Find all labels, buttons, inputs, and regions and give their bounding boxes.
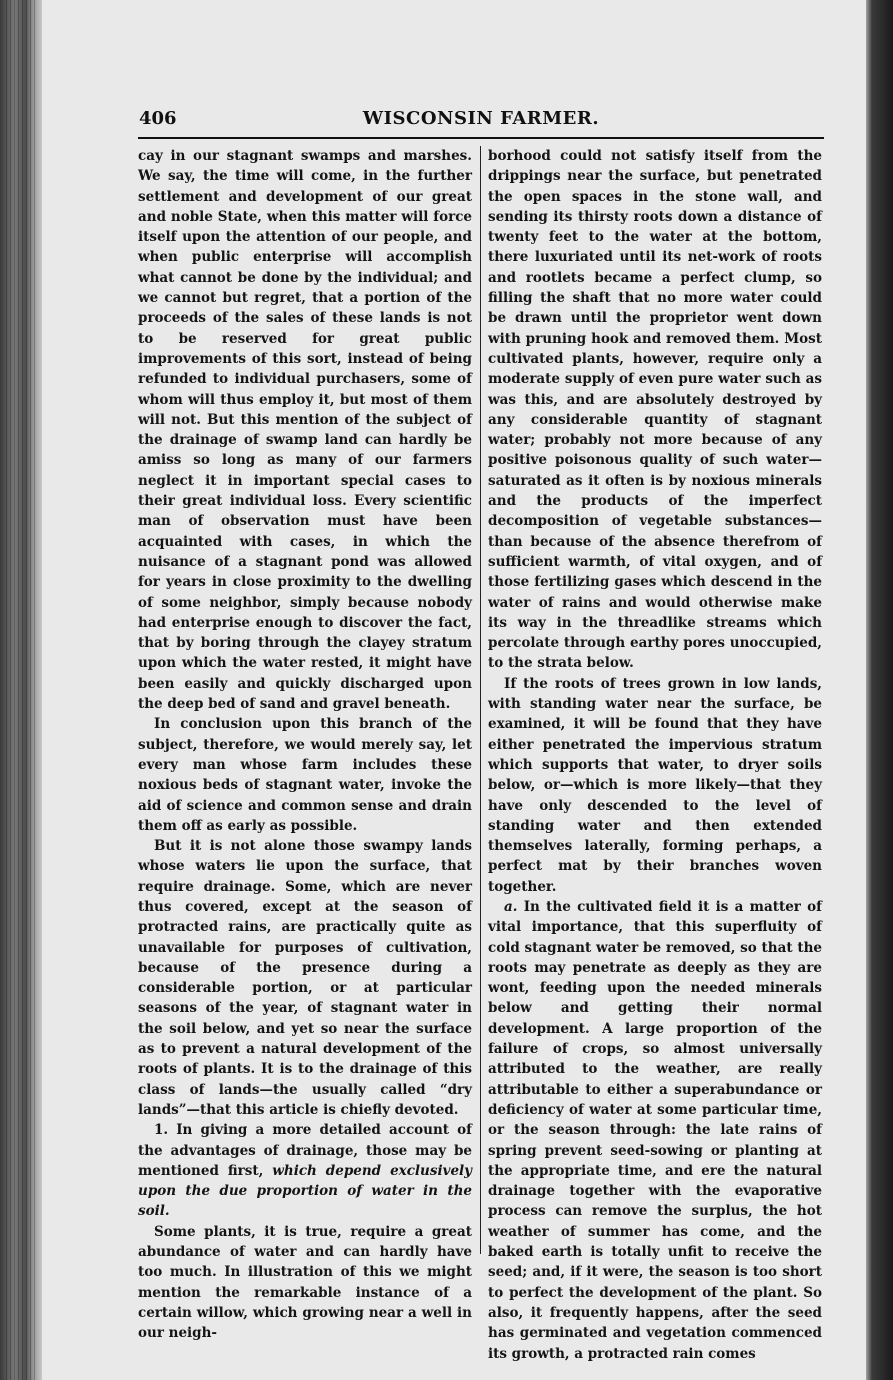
paragraph-text: 1. In giving a more detailed account of the advantages of drainage, those may be mentioned first, [138,1122,472,1179]
document-page [42,0,866,1380]
paragraph-text: In the cultivated field it is a matter of vital importance, that this superfluity of cold stagnant water be removed, so that the roots may penetrate as deeply as they are wont, feeding upon the needed minerals below and getting their normal development. A large proportion of the failure of crops, so almost universally attributed to the weather, are really attributable to either a superabundance or deficiency of water at some particular time, or the season through: the late rains of spring prevent seed-sowing or planting at the appropriate time, and ere the natural drainage together with the evaporative process can remove the surplus, the hot weather of summer has come, and the baked earth is totally unfit to receive the seed; and, if it were, the season is too short to perfect the development of the plant. So also, it frequently happens, after the seed has germinated and vegetation commenced its growth, a protracted rain comes [488,898,822,1362]
page-edge-shadow [863,0,893,1380]
paragraph: In conclusion upon this branch of the subject, therefore, we would merely say, let every man whose farm includes these noxious beds of stagnant water, invoke the aid of science and common sense and drain them off as early as possible. [138,716,472,834]
paragraph: If the roots of trees grown in low lands, with standing water near the surface, be examined, it will be found that they have either penetrated the impervious stratum which supports that water, to dryer soils below, or—which is more likely—that they have only descended to the level of standing water and then extended themselves laterally, forming perhaps, a perfect mat by their branches woven together. [488,675,822,895]
left-column [138,146,472,1344]
column-divider [480,146,481,1254]
paragraph: But it is not alone those swampy lands whose waters lie upon the surface, that require drainage. Some, which are never thus covered, except at the season of protracted rains, are practically quite as unavailable for purposes of cultivation, because of the presence during a considerable portion, or at particular seasons of the year, of stagnant water in the soil below, and yet so near the surface as to prevent a natural development of the roots of plants. It is to the drainage of this class of lands—the usually called “dry lands”—that this article is chiefly devoted. [138,838,472,1118]
right-column [488,146,822,1364]
book-binding [0,0,42,1380]
paragraph: borhood could not satisfy itself from the drippings near the surface, but penetrated the open spaces in the stone wall, and sending its thirsty roots down a distance of twenty feet to the water at the bottom, there luxuriated until its net-work of roots and rootlets became a perfect clump, so filling the shaft that no more water could be drawn until the proprietor went down with pruning hook and removed them. Most cultivated plants, however, require only a moderate supply of even pure water such as was this, and are absolutely destroyed by any considerable quantity of stagnant water; probably not more because of any positive poisonous quality of such water—saturated as it often is by noxious minerals and the products of the imperfect decomposition of vegetable substances—than because of the absence therefrom of sufficient warmth, of vital oxygen, and of those fertilizing gases which descend in the water of rains and would otherwise make its way in the threadlike streams which percolate through earthy pores unoccupied, to the strata below. [488,148,822,672]
page-number: 406 [139,108,177,129]
paragraph: cay in our stagnant swamps and marshes. We say, the time will come, in the further settlement and development of our great and noble State, when this matter will force itself upon the attention of our people, and when public enterprise will accomplish what cannot be done by the individual; and we cannot but regret, that a portion of the proceeds of the sales of these lands is not to be reserved for great public improvements of this sort, instead of being refunded to individual purchasers, some of whom will thus employ it, but most of them will not. But this mention of the subject of the drainage of swamp land can hardly be amiss so long as many of our farmers neglect it in important special cases to their great individual loss. Every scientific man of observation must have been acquainted with cases, in which the nuisance of a stagnant pond was allowed for years in close proximity to the dwelling of some neighbor, simply because nobody had enterprise enough to discover the fact, that by boring through the clayey stratum upon which the water rested, it might have been easily and quickly discharged upon the deep bed of sand and gravel beneath. [138,148,472,713]
page-header [139,108,823,138]
binding-texture [6,0,36,1380]
paragraph [488,897,822,1364]
header-rule [138,137,824,139]
running-head: WISCONSIN FARMER. [362,108,600,129]
section-label: a. [504,898,518,915]
paragraph [138,1120,472,1221]
paragraph: Some plants, it is true, require a great abundance of water and can hardly have too much. In illustration of this we might mention the remarkable instance of a certain willow, which growing near a well in our neigh- [138,1223,472,1342]
italic-phrase: which depend exclusively upon the due proportion of water in the soil. [138,1162,473,1220]
